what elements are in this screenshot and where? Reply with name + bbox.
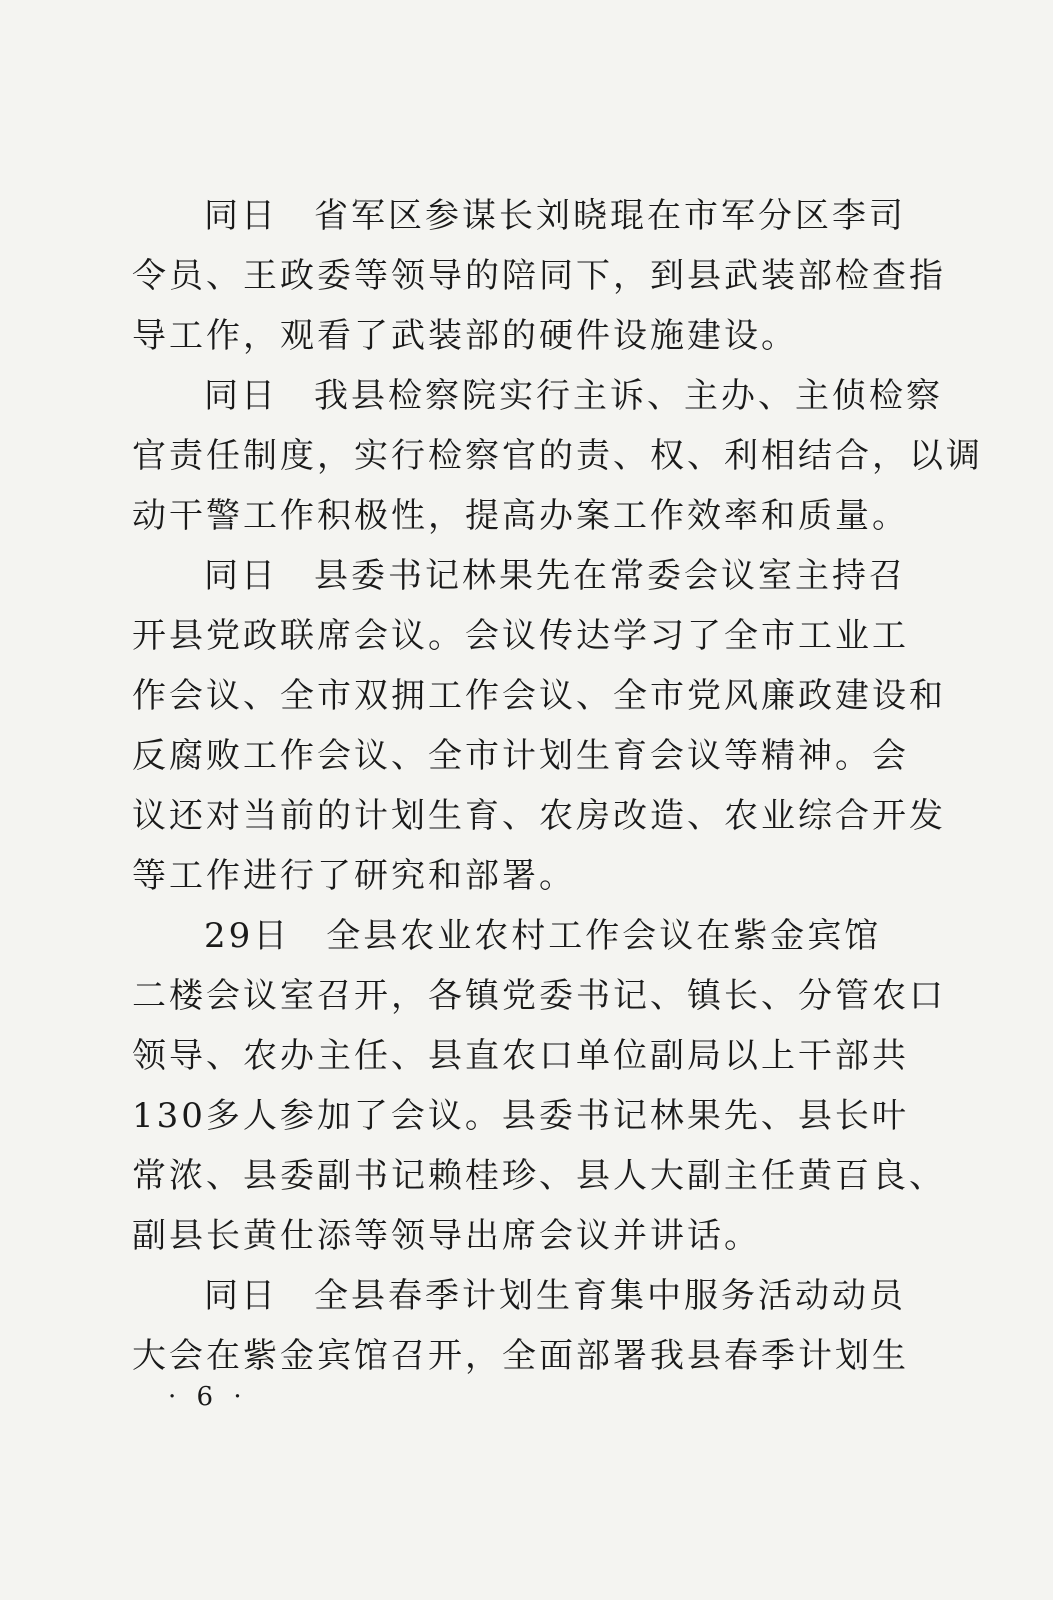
entry-1-date: 同日: [204, 196, 278, 236]
entry-4-line-5: 常浓、县委副书记赖桂珍、县人大副主任黄百良、: [132, 1156, 946, 1196]
entry-4-line-4: 130多人参加了会议。县委书记林果先、县长叶: [132, 1096, 909, 1136]
entry-2-line-2: 官责任制度，实行检察官的责、权、利相结合，以调: [132, 436, 983, 476]
entry-1-line-1: [132, 186, 932, 246]
entry-3-date: 同日: [204, 556, 278, 596]
entry-2-text: 我县检察院实行主诉、主办、主侦检察: [314, 376, 943, 416]
entry-4-text: 全县农业农村工作会议在紫金宾馆: [326, 916, 882, 956]
entry-1-text: 省军区参谋长刘晓琨在市军分区李司: [314, 196, 906, 236]
page-number: · 6 ·: [168, 1382, 248, 1412]
entry-3-line-5: 议还对当前的计划生育、农房改造、农业综合开发: [132, 796, 946, 836]
entry-3-line-1: [132, 546, 932, 606]
entry-4-line-3: 领导、农办主任、县直农口单位副局以上干部共: [132, 1036, 909, 1076]
entry-3-line-2: 开县党政联席会议。会议传达学习了全市工业工: [132, 616, 909, 656]
entry-3-text: 县委书记林果先在常委会议室主持召: [314, 556, 906, 596]
entry-4-line-1: [132, 906, 932, 966]
chronicle-text: [132, 186, 983, 1386]
entry-5-text: 全县春季计划生育集中服务活动动员: [314, 1276, 906, 1316]
entry-2-line-3: 动干警工作积极性，提高办案工作效率和质量。: [132, 496, 909, 536]
entry-5-date: 同日: [204, 1276, 278, 1316]
entry-3-line-4: 反腐败工作会议、全市计划生育会议等精神。会: [132, 736, 909, 776]
entry-2-date: 同日: [204, 376, 278, 416]
entry-1-line-2: 令员、王政委等领导的陪同下，到县武装部检查指: [132, 256, 946, 296]
entry-5-line-2: 大会在紫金宾馆召开，全面部署我县春季计划生: [132, 1336, 909, 1376]
entry-3-line-3: 作会议、全市双拥工作会议、全市党风廉政建设和: [132, 676, 946, 716]
entry-1-line-3: 导工作，观看了武装部的硬件设施建设。: [132, 316, 798, 356]
entry-2-line-1: [132, 366, 943, 426]
entry-4-line-6: 副县长黄仕添等领导出席会议并讲话。: [132, 1216, 761, 1256]
entry-4-line-2: 二楼会议室召开，各镇党委书记、镇长、分管农口: [132, 976, 946, 1016]
entry-5-line-1: [132, 1266, 932, 1326]
entry-4-date: 29日: [204, 916, 291, 956]
entry-3-line-6: 等工作进行了研究和部署。: [132, 856, 576, 896]
